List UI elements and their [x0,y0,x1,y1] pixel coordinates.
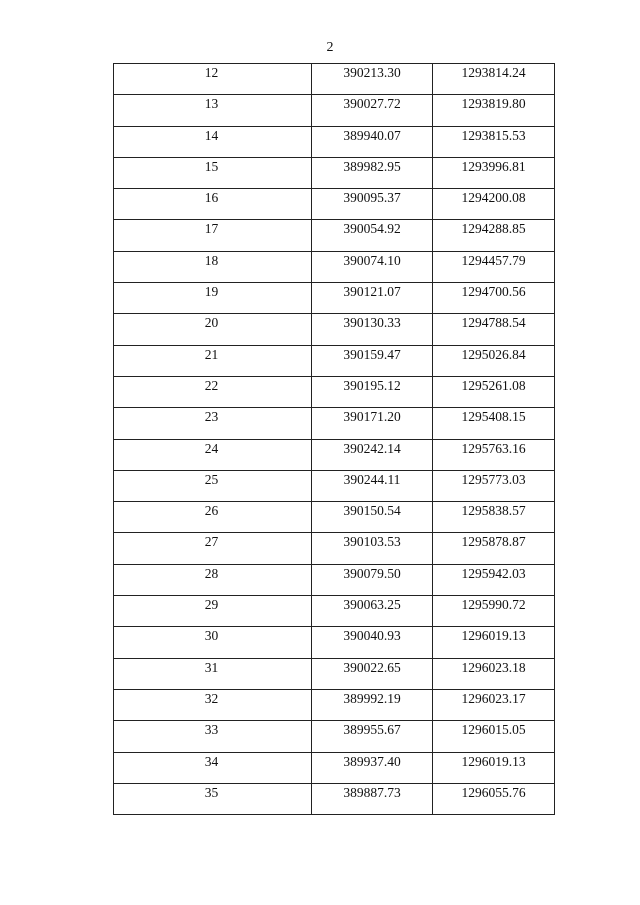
y-coordinate-cell: 1296015.05 [433,721,555,752]
point-number-cell: 31 [114,658,312,689]
y-coordinate-cell: 1296023.17 [433,689,555,720]
table-row [114,596,555,627]
point-number-cell: 34 [114,752,312,783]
point-number-cell: 16 [114,189,312,220]
point-number-cell: 33 [114,721,312,752]
point-number-cell: 35 [114,783,312,814]
y-coordinate-cell: 1293819.80 [433,95,555,126]
table-row [114,752,555,783]
y-coordinate-cell: 1295990.72 [433,596,555,627]
point-number-cell: 18 [114,251,312,282]
coordinates-table-body [114,64,555,815]
y-coordinate-cell: 1293814.24 [433,64,555,95]
table-row [114,439,555,470]
y-coordinate-cell: 1295026.84 [433,345,555,376]
point-number-cell: 28 [114,564,312,595]
point-number-cell: 20 [114,314,312,345]
point-number-cell: 25 [114,470,312,501]
x-coordinate-cell: 390040.93 [312,627,433,658]
point-number-cell: 24 [114,439,312,470]
y-coordinate-cell: 1293815.53 [433,126,555,157]
x-coordinate-cell: 390022.65 [312,658,433,689]
y-coordinate-cell: 1293996.81 [433,157,555,188]
y-coordinate-cell: 1295763.16 [433,439,555,470]
table-row [114,721,555,752]
x-coordinate-cell: 390159.47 [312,345,433,376]
x-coordinate-cell: 390121.07 [312,283,433,314]
x-coordinate-cell: 390063.25 [312,596,433,627]
x-coordinate-cell: 390095.37 [312,189,433,220]
x-coordinate-cell: 389955.67 [312,721,433,752]
y-coordinate-cell: 1296023.18 [433,658,555,689]
y-coordinate-cell: 1295408.15 [433,408,555,439]
point-number-cell: 14 [114,126,312,157]
y-coordinate-cell: 1295773.03 [433,470,555,501]
x-coordinate-cell: 389940.07 [312,126,433,157]
point-number-cell: 30 [114,627,312,658]
table-row [114,314,555,345]
table-row [114,564,555,595]
x-coordinate-cell: 390195.12 [312,376,433,407]
table-row [114,95,555,126]
y-coordinate-cell: 1295261.08 [433,376,555,407]
table-row [114,251,555,282]
x-coordinate-cell: 390054.92 [312,220,433,251]
point-number-cell: 27 [114,533,312,564]
y-coordinate-cell: 1295838.57 [433,502,555,533]
table-row [114,627,555,658]
x-coordinate-cell: 390213.30 [312,64,433,95]
y-coordinate-cell: 1295942.03 [433,564,555,595]
table-row [114,376,555,407]
y-coordinate-cell: 1294288.85 [433,220,555,251]
point-number-cell: 32 [114,689,312,720]
y-coordinate-cell: 1296055.76 [433,783,555,814]
table-row [114,126,555,157]
y-coordinate-cell: 1296019.13 [433,752,555,783]
table-row [114,658,555,689]
table-row [114,157,555,188]
x-coordinate-cell: 389937.40 [312,752,433,783]
coordinates-table [113,63,555,815]
x-coordinate-cell: 390130.33 [312,314,433,345]
x-coordinate-cell: 390244.11 [312,470,433,501]
table-row [114,533,555,564]
x-coordinate-cell: 390103.53 [312,533,433,564]
point-number-cell: 29 [114,596,312,627]
point-number-cell: 15 [114,157,312,188]
table-row [114,689,555,720]
y-coordinate-cell: 1294700.56 [433,283,555,314]
y-coordinate-cell: 1294200.08 [433,189,555,220]
y-coordinate-cell: 1296019.13 [433,627,555,658]
x-coordinate-cell: 390074.10 [312,251,433,282]
x-coordinate-cell: 390171.20 [312,408,433,439]
table-row [114,189,555,220]
y-coordinate-cell: 1294788.54 [433,314,555,345]
point-number-cell: 26 [114,502,312,533]
x-coordinate-cell: 390150.54 [312,502,433,533]
x-coordinate-cell: 390027.72 [312,95,433,126]
x-coordinate-cell: 389887.73 [312,783,433,814]
table-row [114,345,555,376]
table-row [114,502,555,533]
page-number: 2 [326,40,334,55]
point-number-cell: 19 [114,283,312,314]
y-coordinate-cell: 1294457.79 [433,251,555,282]
y-coordinate-cell: 1295878.87 [433,533,555,564]
table-row [114,470,555,501]
point-number-cell: 22 [114,376,312,407]
point-number-cell: 21 [114,345,312,376]
point-number-cell: 17 [114,220,312,251]
point-number-cell: 23 [114,408,312,439]
table-row [114,783,555,814]
x-coordinate-cell: 389982.95 [312,157,433,188]
table-row [114,220,555,251]
table-row [114,283,555,314]
x-coordinate-cell: 390242.14 [312,439,433,470]
table-row [114,408,555,439]
point-number-cell: 12 [114,64,312,95]
x-coordinate-cell: 389992.19 [312,689,433,720]
table-row [114,64,555,95]
x-coordinate-cell: 390079.50 [312,564,433,595]
point-number-cell: 13 [114,95,312,126]
